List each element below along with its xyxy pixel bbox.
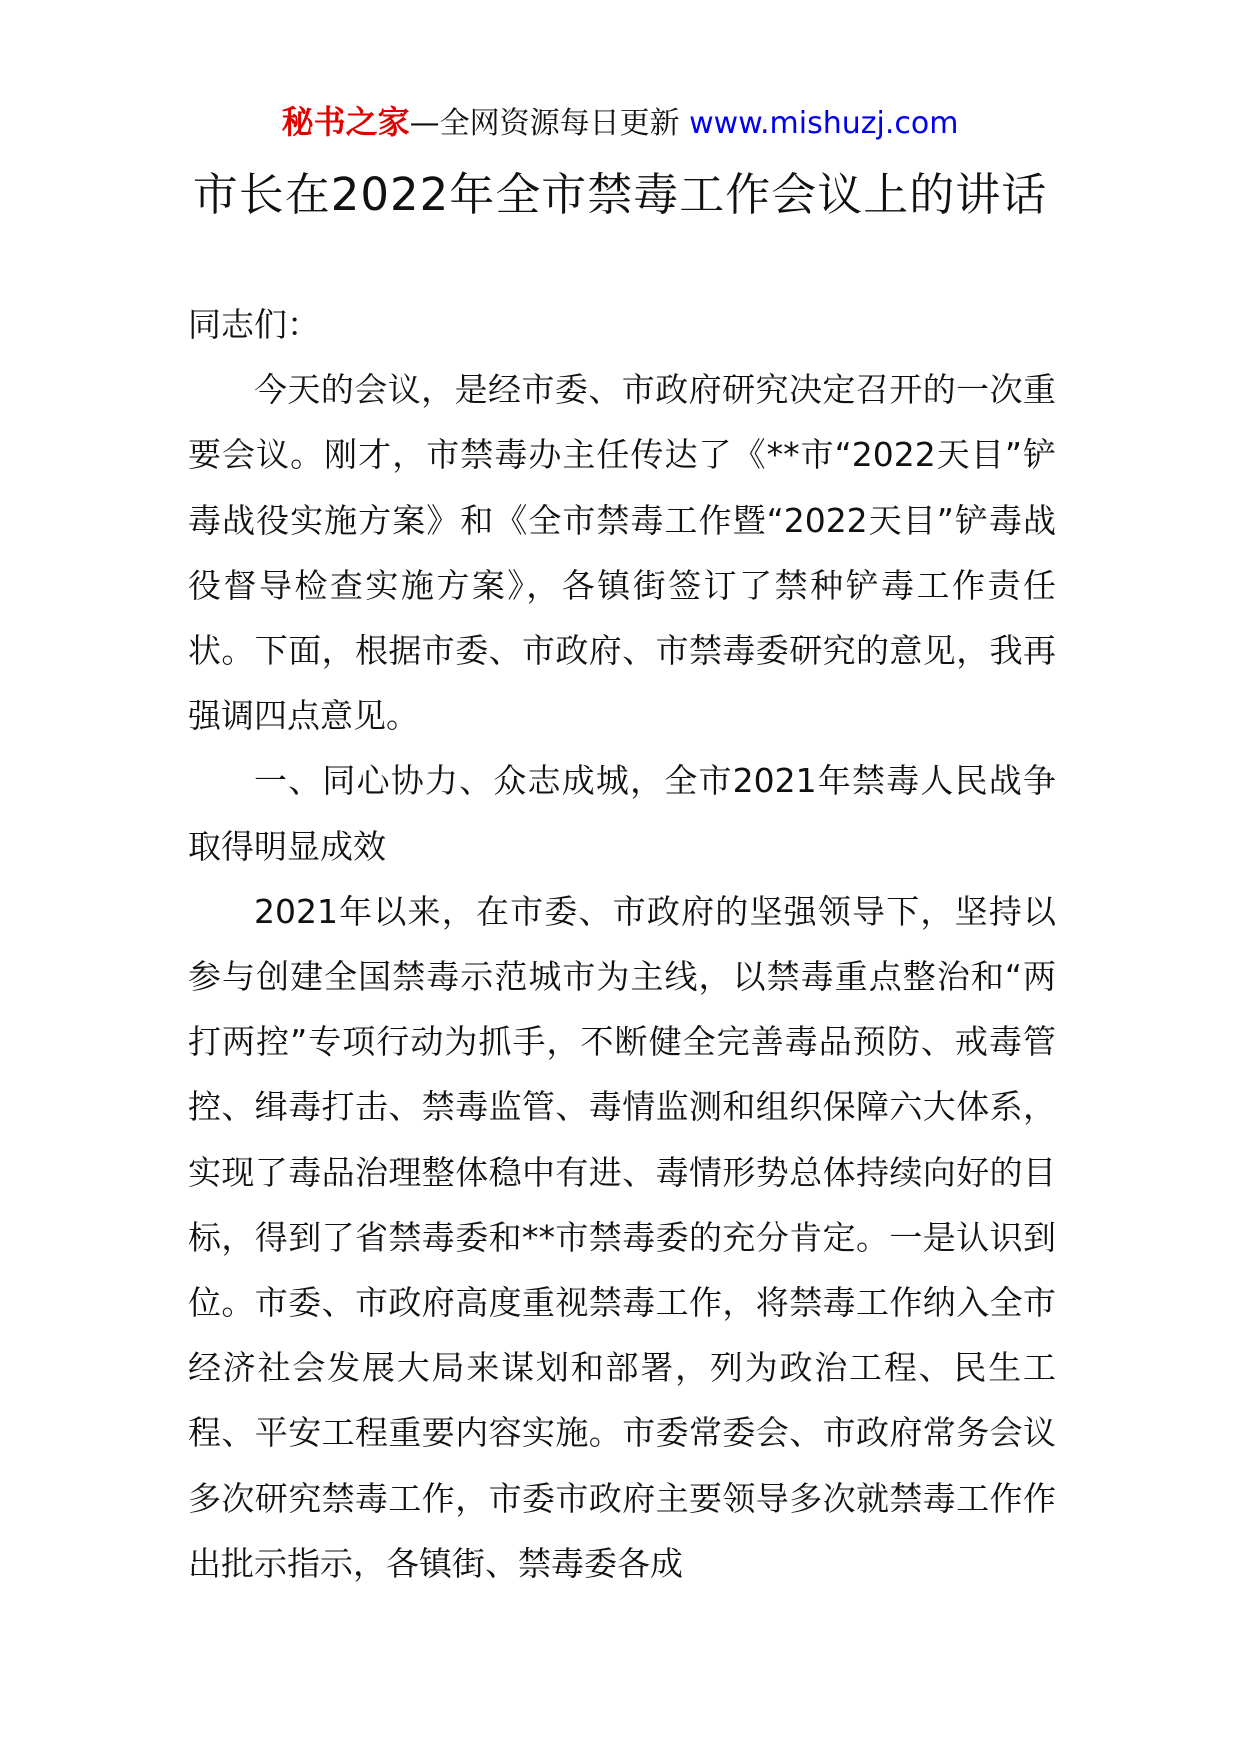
site-header — [0, 100, 1240, 146]
paragraph-achievements: 2021年以来，在市委、市政府的坚强领导下，坚持以参与创建全国禁毒示范城市为主线，以禁毒重点整治和“两打两控”专项行动为抓手，不断健全完善毒品预防、戒毒管控、缉毒打击、禁毒监管、毒情监测和组织保障六大体系，实现了毒品治理整体稳中有进、毒情形势总体持续向好的目标，得到了省禁毒委和**市禁毒委的充分肯定。一是认识到位。市委、市政府高度重视禁毒工作，将禁毒工作纳入全市经济社会发展大局来谋划和部署，列为政治工程、民生工程、平安工程重要内容实施。市委常委会、市政府常务会议多次研究禁毒工作，市委市政府主要领导多次就禁毒工作作出批示指示，各镇街、禁毒委各成 — [188, 891, 1056, 1583]
paragraph-intro: 今天的会议，是经市委、市政府研究决定召开的一次重要会议。刚才，市禁毒办主任传达了《**市“2022天目”铲毒战役实施方案》和《全市禁毒工作暨“2022天目”铲毒战役督导检查实施方案》，各镇街签订了禁种铲毒工作责任状。下面，根据市委、市政府、市禁毒委研究的意见，我再强调四点意见。 — [188, 370, 1056, 736]
brand-name: 秘书之家 — [281, 103, 410, 141]
salutation: 同志们： — [188, 305, 320, 344]
site-url-link[interactable]: www.mishuzj.com — [689, 106, 959, 141]
section-heading-1: 一、同心协力、众志成城，全市2021年禁毒人民战争取得明显成效 — [188, 761, 1056, 866]
header-tagline: —全网资源每日更新 — [409, 106, 680, 141]
document-body — [188, 292, 1056, 1596]
document-title: 市长在2022年全市禁毒工作会议上的讲话 — [192, 168, 1048, 221]
